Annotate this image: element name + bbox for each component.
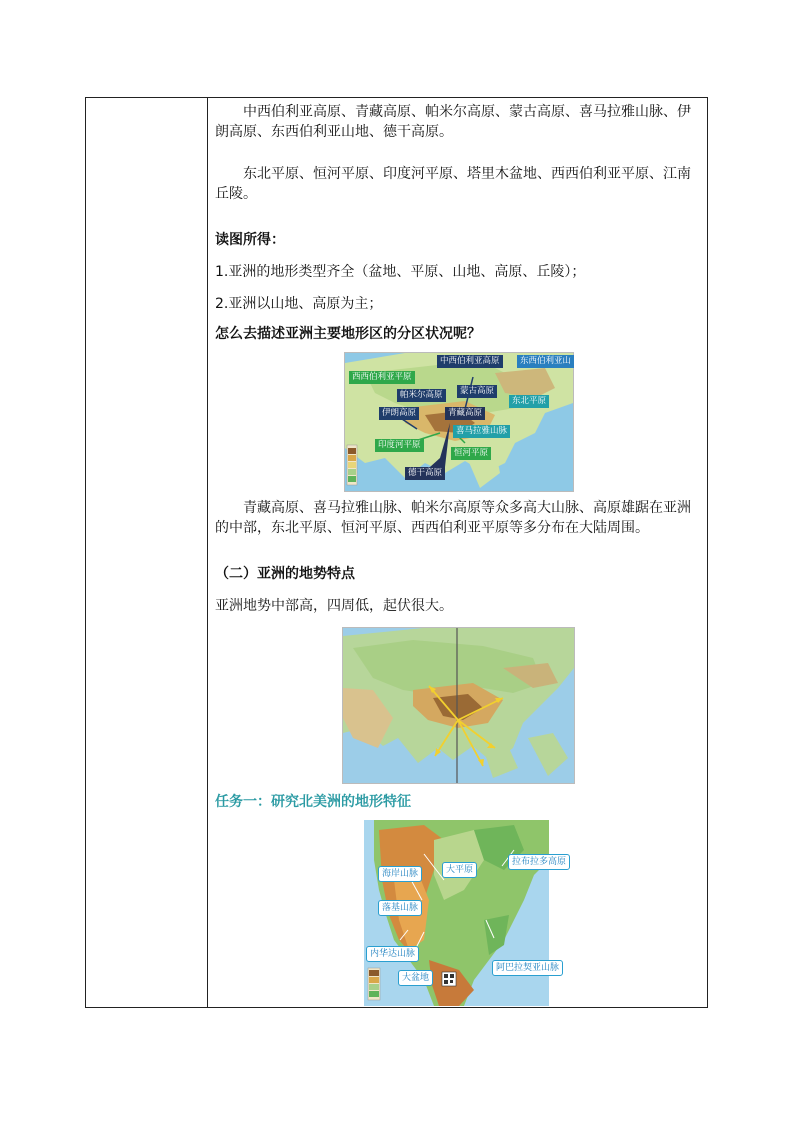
finding-2: 2.亚洲以山地、高原为主； — [215, 296, 383, 312]
label-himalayas: 喜马拉雅山脉 — [453, 425, 510, 438]
asia-relief-map — [342, 627, 575, 784]
label-mongolian-plateau: 蒙古高原 — [457, 385, 497, 398]
north-america-terrain-map — [364, 820, 567, 1006]
lesson-table — [85, 97, 708, 1008]
label-deccan-plateau: 德干高原 — [405, 467, 445, 480]
label-west-siberian-plain: 西西伯利亚平原 — [349, 371, 415, 384]
label-coast-mountains: 海岸山脉 — [378, 866, 422, 882]
distribution-paragraph: 青藏高原、喜马拉雅山脉、帕米尔高原等众多高大山脉、高原雄踞在亚洲的中部，东北平原、恒河平原、西西伯利亚平原等多分布在大陆周围。 — [215, 500, 691, 536]
terrain-summary: 亚洲地势中部高，四周低，起伏很大。 — [215, 598, 453, 614]
label-tibetan-plateau: 青藏高原 — [445, 407, 485, 420]
label-rocky-mountains: 落基山脉 — [378, 900, 422, 916]
label-labrador-plateau: 拉布拉多高原 — [508, 854, 570, 870]
label-northeast-plain: 东北平原 — [509, 395, 549, 408]
finding-1: 1.亚洲的地形类型齐全（盆地、平原、山地、高原、丘陵）； — [215, 264, 586, 280]
label-indus-plain: 印度河平原 — [375, 439, 424, 452]
label-great-basin: 大盆地 — [398, 970, 433, 986]
label-east-siberian-mountains: 东西伯利亚山 — [517, 355, 574, 368]
asia-terrain-map — [344, 352, 574, 492]
reading-heading: 读图所得： — [215, 232, 285, 248]
label-pamir-plateau: 帕米尔高原 — [397, 389, 446, 402]
section-heading-terrain: （二）亚洲的地势特点 — [215, 566, 355, 582]
label-ganges-plain: 恒河平原 — [451, 447, 491, 460]
column-divider — [207, 98, 208, 1007]
label-sierra-nevada: 内华达山脉 — [366, 946, 419, 962]
asia-relief-image — [343, 628, 574, 783]
label-iranian-plateau: 伊朗高原 — [379, 407, 419, 420]
question: 怎么去描述亚洲主要地形区的分区状况呢？ — [215, 326, 481, 342]
plateau-list: 中西伯利亚高原、青藏高原、帕米尔高原、蒙古高原、喜马拉雅山脉、伊朗高原、东西伯利亚山地、德干高原。 — [215, 104, 691, 140]
label-appalachian-mountains: 阿巴拉契亚山脉 — [492, 960, 563, 976]
task-heading: 任务一：研究北美洲的地形特征 — [215, 794, 411, 810]
label-central-siberian-plateau: 中西伯利亚高原 — [437, 355, 503, 368]
label-great-plains: 大平原 — [442, 862, 477, 878]
plain-list: 东北平原、恒河平原、印度河平原、塔里木盆地、西西伯利亚平原、江南丘陵。 — [215, 166, 691, 202]
